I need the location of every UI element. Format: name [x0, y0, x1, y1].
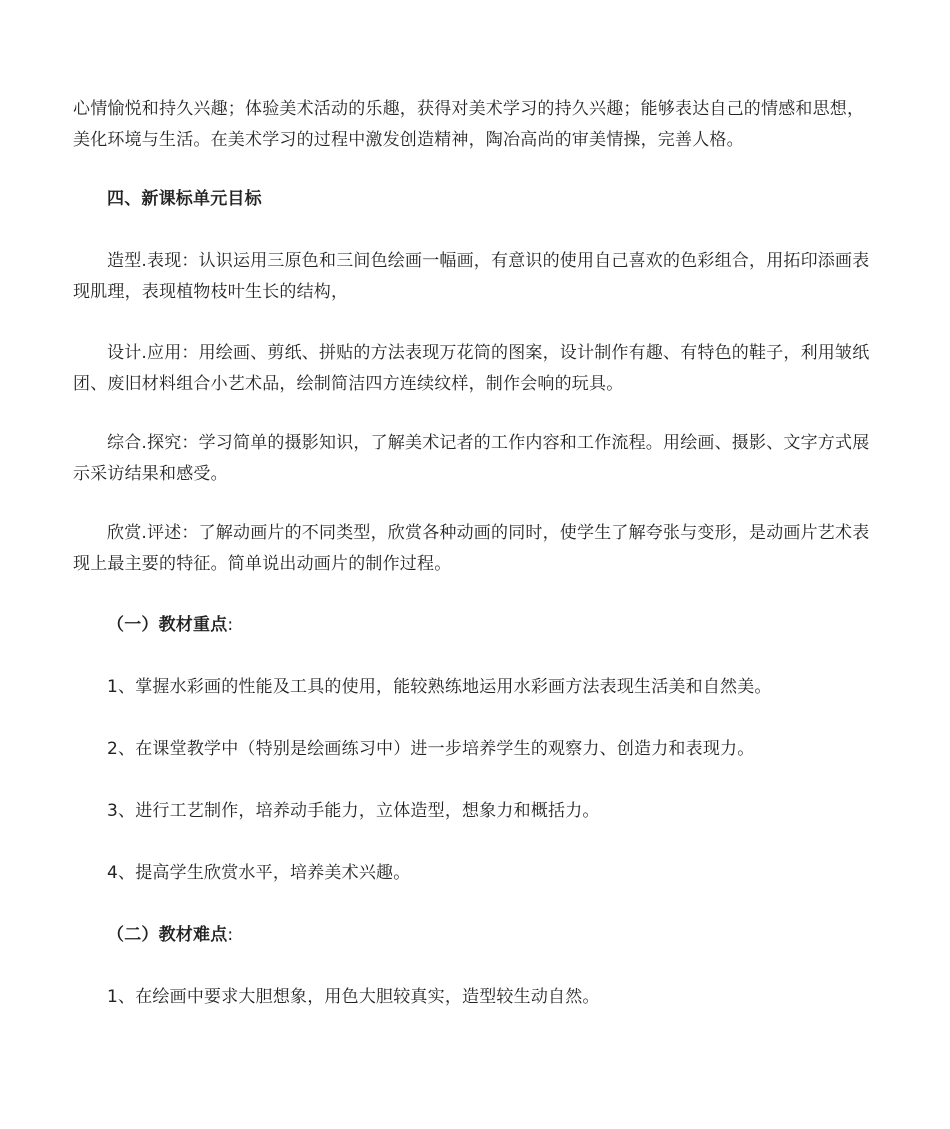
- key-point-2: 2、在课堂教学中（特别是绘画练习中）进一步培养学生的观察力、创造力和表现力。: [107, 739, 755, 759]
- heading-difficulties-colon: :: [227, 925, 234, 945]
- paragraph-sheji-yingyong: 设计.应用：用绘画、剪纸、拼贴的方法表现万花筒的图案，设计制作有趣、有特色的鞋子，利用皱纸团、废旧材料组合小艺术品，绘制简洁四方连续纹样，制作会响的玩具。: [73, 343, 870, 394]
- heading-key-points-label: （一）教材重点: [107, 615, 228, 635]
- heading-difficulties-label: （二）教材难点: [107, 925, 228, 945]
- heading-difficulties: [73, 920, 878, 951]
- heading-key-points: [73, 610, 878, 641]
- paragraph-zonghe-tanjiu: 综合.探究：学习简单的摄影知识，了解美术记者的工作内容和工作流程。用绘画、摄影、文字方式展示采访结果和感受。: [73, 433, 870, 484]
- key-point-1: 1、掌握水彩画的性能及工具的使用，能较熟练地运用水彩画方法表现生活美和自然美。: [107, 677, 772, 697]
- heading-unit-goals: 四、新课标单元目标: [107, 189, 262, 209]
- paragraph-intro: 心情愉悦和持久兴趣；体验美术活动的乐趣，获得对美术学习的持久兴趣；能够表达自己的情感和思想，美化环境与生活。在美术学习的过程中激发创造精神，陶冶高尚的审美情操，完善人格。: [73, 99, 865, 150]
- heading-key-points-colon: :: [227, 615, 234, 635]
- difficulty-1: 1、在绘画中要求大胆想象，用色大胆较真实，造型较生动自然。: [107, 987, 600, 1007]
- key-point-3: 3、进行工艺制作，培养动手能力，立体造型，想象力和概括力。: [107, 801, 600, 821]
- paragraph-zaoxing-biaoxian: 造型.表现：认识运用三原色和三间色绘画一幅画，有意识的使用自己喜欢的色彩组合，用拓印添画表现肌理，表现植物枝叶生长的结构，: [73, 251, 870, 302]
- key-point-4: 4、提高学生欣赏水平，培养美术兴趣。: [107, 863, 411, 883]
- paragraph-xinshang-pingshu: 欣赏.评述：了解动画片的不同类型，欣赏各种动画的同时，使学生了解夸张与变形，是动画片艺术表现上最主要的特征。简单说出动画片的制作过程。: [73, 523, 870, 574]
